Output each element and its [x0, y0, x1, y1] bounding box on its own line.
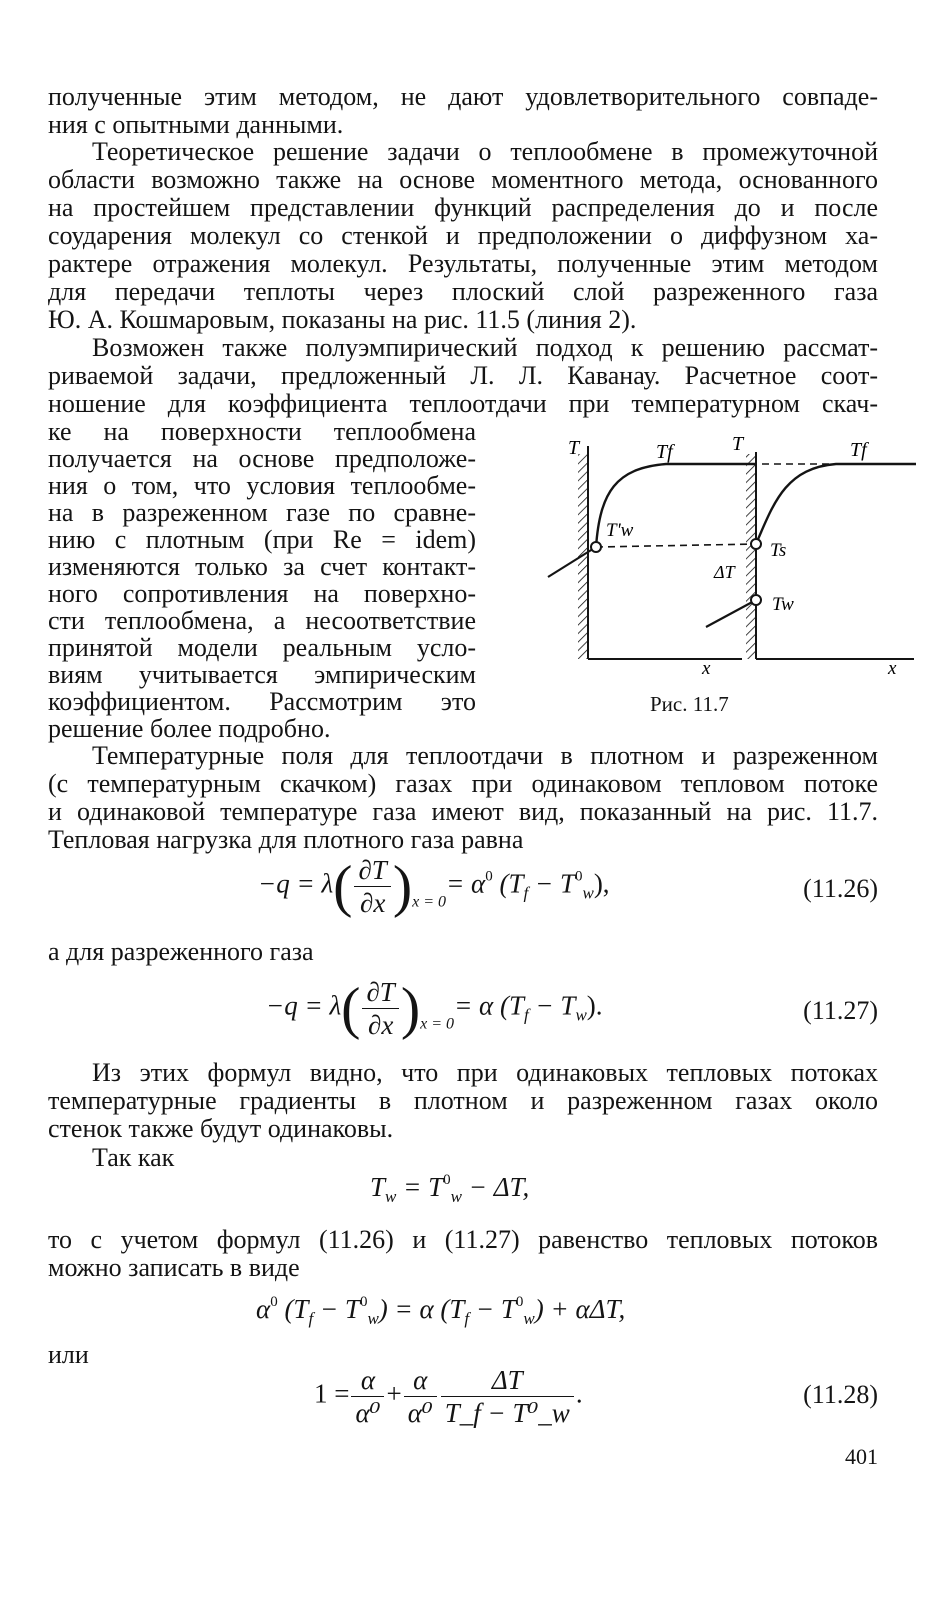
eq-numerator: α	[351, 1366, 384, 1397]
text-line: рактере отражения молекул. Результаты, полученные этим методом	[48, 249, 878, 278]
left-x-label: x	[702, 658, 711, 679]
text-line: области возможно также на основе моментного метода, основанного	[48, 165, 878, 194]
left-panel	[548, 437, 916, 679]
eq-sub: f	[523, 883, 529, 903]
eq-sub: w	[582, 883, 594, 903]
eq-term: = T	[396, 1172, 444, 1202]
eq-term: T	[370, 1172, 386, 1202]
eq-fraction	[351, 1366, 384, 1427]
text-line: Тепловая нагрузка для плотного газа равна	[48, 825, 524, 854]
figure-caption: Рис. 11.7	[650, 692, 729, 716]
eq-denominator: T_f − T⁰_w	[444, 1398, 570, 1428]
text-line: полученные этим методом, не дают удовлетворительного совпаде-	[48, 82, 878, 111]
text-line: ного сопротивления на поверхно-	[48, 579, 476, 608]
eq-denominator: α⁰	[355, 1398, 381, 1428]
eq-numerator: ∂T	[362, 978, 398, 1009]
eq-fraction	[404, 1366, 437, 1427]
ts-label: Ts	[770, 540, 787, 561]
text-line: или	[48, 1340, 89, 1369]
eq-term: (T	[277, 1294, 309, 1324]
text-line: виям учитывается эмпирическим	[48, 660, 476, 689]
eq-term: − ΔT,	[461, 1172, 530, 1202]
eq-fraction	[362, 978, 398, 1039]
eq-sub: f	[523, 1005, 529, 1025]
text-line: коэффициентом. Рассмотрим это	[48, 687, 476, 716]
eq-sup: 0	[515, 1294, 524, 1310]
text-line: сти теплообмена, а несоответствие	[48, 606, 476, 635]
eq-sup: 0	[359, 1294, 368, 1310]
equation-number: (11.26)	[803, 874, 878, 903]
eq-rhs: − T	[528, 868, 575, 899]
equation-tw	[370, 1172, 529, 1207]
tw-point	[751, 595, 761, 605]
text-line: риваемой задачи, предложенный Л. Л. Каванау. Расчетное соот-	[48, 361, 878, 390]
left-wall-point	[591, 542, 601, 552]
eq-sub: w	[523, 1309, 535, 1328]
eq-term: .	[575, 1378, 583, 1409]
eq-rhs: (T	[492, 868, 524, 899]
text-line: а для разреженного газа	[48, 937, 314, 966]
eq-subscript: x = 0	[412, 893, 447, 911]
eq-lhs: −q = λ	[258, 868, 334, 899]
eq-term: − T	[469, 1294, 516, 1324]
eq-term: α	[256, 1294, 271, 1324]
right-t-axis-label: T	[732, 433, 744, 455]
ts-point	[751, 539, 761, 549]
text-line: температурные градиенты в плотном и разреженном газах около	[48, 1086, 878, 1115]
page-number: 401	[845, 1444, 878, 1469]
text-line: решение более подробно.	[48, 714, 331, 743]
eq-denominator: ∂x	[367, 1010, 394, 1040]
eq-numerator: α	[404, 1366, 437, 1397]
text-line: ния с опытными данными.	[48, 110, 344, 139]
text-line: ношение для коэффициента теплоотдачи при температурном скач-	[48, 389, 878, 418]
eq-rhs: ),	[593, 868, 610, 899]
eq-sup: 0	[574, 868, 583, 885]
figure-11-7	[516, 432, 918, 682]
text-line: на в разреженном газе по сравне-	[48, 498, 476, 527]
right-x-label: x	[888, 658, 897, 679]
equation-11-27: −q = λ( $\frac{\partial T}{\partial x}$ )$_{x = 0}= \alpha$ $(T_f - T_w)$.	[266, 975, 603, 1041]
eq-numerator: ΔT	[441, 1366, 574, 1397]
text-line: Из этих формул видно, что при одинаковых тепловых потоках	[92, 1058, 878, 1087]
equation-number: (11.27)	[803, 996, 878, 1025]
left-tf-label: Tf	[656, 441, 673, 463]
equation-balance	[256, 1294, 625, 1329]
text-line: Так как	[92, 1143, 175, 1172]
equation-11-26: −q = λ( $\frac{\partial T}{\partial x}$ )$_{x = 0}= \alpha^0$ $(T_f - T^0_w)$,	[258, 853, 610, 919]
equation-number: (11.28)	[803, 1380, 878, 1409]
eq-subscript: x = 0	[420, 1015, 455, 1033]
text-line: на простейшем представлении функций распределения до и после	[48, 193, 878, 222]
text-line: для передачи теплоты через плоский слой разреженного газа	[48, 277, 878, 306]
text-line: Возможен также полуэмпирический подход к решению рассмат-	[92, 333, 878, 362]
text-line: ния о том, что условия теплообме-	[48, 471, 476, 500]
text-line: изменяются только за счет контакт-	[48, 552, 476, 581]
eq-sub: w	[385, 1187, 397, 1206]
text-line: принятой модели реальным усло-	[48, 633, 476, 662]
text-line: нию с плотным (при Re = idem)	[48, 525, 476, 554]
left-t-axis-label: T	[568, 437, 580, 459]
text-line: (с температурным скачком) газах при одинаковом тепловом потоке	[48, 769, 878, 798]
text-line: соударения молекул со стенкой и предположении о диффузном ха-	[48, 221, 878, 250]
eq-sup: 0	[443, 1172, 451, 1188]
equation-11-28	[314, 1366, 583, 1427]
text-line: можно записать в виде	[48, 1253, 300, 1282]
eq-sub: f	[464, 1309, 470, 1328]
eq-sup: 0	[485, 868, 493, 885]
eq-rhs: = α	[446, 868, 486, 899]
text-line: то с учетом формул (11.26) и (11.27) равенство тепловых потоков	[48, 1225, 878, 1254]
eq-lhs: −q = λ	[266, 990, 342, 1021]
eq-sub: w	[450, 1187, 462, 1206]
eq-fraction	[441, 1366, 574, 1427]
eq-rhs: = α (T	[454, 990, 524, 1021]
text-line: Ю. А. Кошмаровым, показаны на рис. 11.5 (линия 2).	[48, 305, 637, 334]
text-line: и одинаковой температуре газа имеют вид, показанный на рис. 11.7.	[48, 797, 878, 826]
eq-denominator: α⁰	[407, 1398, 433, 1428]
eq-term: − T	[313, 1294, 360, 1324]
right-panel	[706, 433, 916, 679]
eq-term: ) + αΔT,	[534, 1294, 626, 1324]
eq-sub: w	[575, 1005, 587, 1025]
wall-hatch	[746, 454, 756, 659]
eq-rhs: ).	[586, 990, 603, 1021]
eq-sup: 0	[270, 1294, 278, 1310]
eq-sub: f	[308, 1309, 314, 1328]
text-line: Теоретическое решение задачи о теплообмене в промежуточной	[92, 137, 878, 166]
eq-denominator: ∂x	[359, 888, 386, 918]
right-temperature-curve	[756, 464, 916, 544]
tw-dashed-line	[596, 544, 756, 547]
text-line: стенок также будут одинаковы.	[48, 1114, 394, 1143]
text-line: ке на поверхности теплообмена	[48, 417, 476, 446]
left-tw-label: T'w	[606, 520, 634, 541]
eq-term: 1 =	[314, 1378, 350, 1409]
eq-sub: w	[367, 1309, 379, 1328]
eq-numerator: ∂T	[354, 856, 390, 887]
text-line: получается на основе предположе-	[48, 444, 476, 473]
right-tf-label: Tf	[850, 439, 867, 461]
text-line: Температурные поля для теплоотдачи в плотном и разреженном	[92, 741, 878, 770]
tw-label: Tw	[772, 594, 794, 615]
eq-term: ) = α (T	[378, 1294, 465, 1324]
eq-term: +	[386, 1378, 402, 1409]
eq-rhs: − T	[528, 990, 576, 1021]
eq-fraction	[354, 856, 390, 917]
delta-t-label: ΔT	[714, 562, 735, 582]
